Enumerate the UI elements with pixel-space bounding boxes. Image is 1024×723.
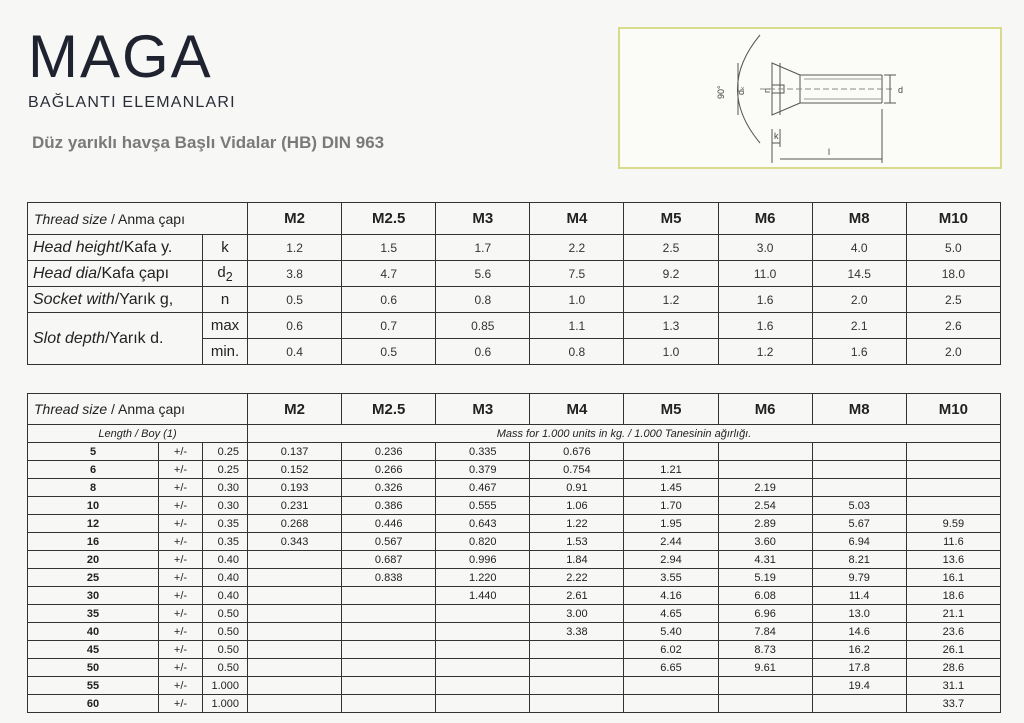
length-value: 55 <box>28 677 159 695</box>
mass-value: 8.21 <box>812 551 906 569</box>
mass-value <box>624 695 718 713</box>
tolerance-sign: +/- <box>159 587 203 605</box>
mass-value: 0.326 <box>342 479 436 497</box>
dimension-value: 4.7 <box>342 261 436 287</box>
mass-value: 4.65 <box>624 605 718 623</box>
mass-size-header-cell: M5 <box>624 394 718 425</box>
mass-value <box>906 443 1000 461</box>
length-label: Length / Boy (1) <box>28 425 248 443</box>
mass-value: 0.687 <box>342 551 436 569</box>
mass-value <box>812 695 906 713</box>
mass-value: 13.6 <box>906 551 1000 569</box>
mass-value <box>248 623 342 641</box>
slot-max-value: 0.85 <box>436 313 530 339</box>
property-label <box>28 235 203 261</box>
mass-value: 1.53 <box>530 533 624 551</box>
length-value: 16 <box>28 533 159 551</box>
mass-value: 2.44 <box>624 533 718 551</box>
symbol-cell <box>203 287 248 313</box>
size-header-cell: M6 <box>718 203 812 235</box>
dims-row <box>28 261 1001 287</box>
mass-thread-size-label: Thread size <box>34 401 108 417</box>
tolerance-value: 0.50 <box>203 605 248 623</box>
dimension-value: 11.0 <box>718 261 812 287</box>
mass-value: 9.79 <box>812 569 906 587</box>
mass-size-header-cell: M10 <box>906 394 1000 425</box>
tolerance-sign: +/- <box>159 641 203 659</box>
mass-value: 0.137 <box>248 443 342 461</box>
dk-label: dₖ <box>736 86 746 95</box>
mass-value: 0.193 <box>248 479 342 497</box>
mass-size-header-cell: M3 <box>436 394 530 425</box>
mass-value <box>530 695 624 713</box>
mass-value: 5.67 <box>812 515 906 533</box>
property-tr: /Yarık g, <box>114 290 174 308</box>
mass-value: 3.38 <box>530 623 624 641</box>
size-header-cell: M2.5 <box>342 203 436 235</box>
mass-value: 5.19 <box>718 569 812 587</box>
tolerance-value: 0.50 <box>203 623 248 641</box>
dimensions-table <box>27 202 1001 365</box>
length-value: 45 <box>28 641 159 659</box>
mass-value <box>436 659 530 677</box>
mass-value: 1.21 <box>624 461 718 479</box>
slot-max-row <box>28 313 1001 339</box>
mass-row <box>28 551 1001 569</box>
mass-value: 0.343 <box>248 533 342 551</box>
dims-header-row <box>28 203 1001 235</box>
mass-value <box>718 461 812 479</box>
property-en: Head height <box>33 238 120 256</box>
dimension-value: 3.0 <box>718 235 812 261</box>
mass-value: 0.676 <box>530 443 624 461</box>
mass-size-header-cell: M6 <box>718 394 812 425</box>
dimension-value: 1.6 <box>718 287 812 313</box>
mass-value: 8.73 <box>718 641 812 659</box>
tolerance-sign: +/- <box>159 695 203 713</box>
tolerance-value: 0.30 <box>203 479 248 497</box>
mass-value: 16.1 <box>906 569 1000 587</box>
mass-row <box>28 695 1001 713</box>
tolerance-value: 0.35 <box>203 515 248 533</box>
mass-row <box>28 677 1001 695</box>
property-label <box>28 261 203 287</box>
tolerance-value: 0.50 <box>203 641 248 659</box>
slot-min-value: 0.6 <box>436 339 530 365</box>
mass-row <box>28 569 1001 587</box>
length-value: 5 <box>28 443 159 461</box>
mass-row <box>28 515 1001 533</box>
screw-drawing-svg <box>620 29 1004 171</box>
mass-value: 17.8 <box>812 659 906 677</box>
brand-name: MAGA <box>28 23 213 90</box>
mass-value <box>624 443 718 461</box>
slot-min-value: 1.2 <box>718 339 812 365</box>
tolerance-sign: +/- <box>159 605 203 623</box>
tolerance-value: 0.40 <box>203 587 248 605</box>
dimension-value: 5.6 <box>436 261 530 287</box>
mass-value: 0.754 <box>530 461 624 479</box>
mass-value <box>342 623 436 641</box>
mass-value: 5.40 <box>624 623 718 641</box>
tolerance-value: 0.30 <box>203 497 248 515</box>
mass-size-header-cell: M4 <box>530 394 624 425</box>
dimension-value: 2.5 <box>906 287 1000 313</box>
dimension-value: 1.2 <box>248 235 342 261</box>
mass-row <box>28 587 1001 605</box>
mass-value: 6.96 <box>718 605 812 623</box>
mass-value <box>342 695 436 713</box>
dimension-value: 7.5 <box>530 261 624 287</box>
length-value: 60 <box>28 695 159 713</box>
slot-depth-label <box>28 313 203 365</box>
mass-row <box>28 659 1001 677</box>
dimension-value: 0.6 <box>342 287 436 313</box>
length-value: 35 <box>28 605 159 623</box>
mass-value <box>530 677 624 695</box>
slot-min-value: 2.0 <box>906 339 1000 365</box>
dims-row <box>28 235 1001 261</box>
mass-value <box>342 659 436 677</box>
mass-size-header-cell: M8 <box>812 394 906 425</box>
slot-max-value: 1.1 <box>530 313 624 339</box>
slot-min-value: 1.0 <box>624 339 718 365</box>
mass-value: 19.4 <box>812 677 906 695</box>
mass-value: 3.00 <box>530 605 624 623</box>
mass-value: 3.55 <box>624 569 718 587</box>
symbol-cell: $d_2$ <box>203 261 248 287</box>
mass-value: 0.467 <box>436 479 530 497</box>
slot-max-value: 2.6 <box>906 313 1000 339</box>
thread-size-sub-label: / Anma çapı <box>111 210 185 227</box>
mass-value: 13.0 <box>812 605 906 623</box>
mass-value: 1.70 <box>624 497 718 515</box>
mass-value: 1.45 <box>624 479 718 497</box>
mass-value: 3.60 <box>718 533 812 551</box>
symbol-text: n <box>220 291 230 308</box>
dimension-value: 4.0 <box>812 235 906 261</box>
mass-value: 0.379 <box>436 461 530 479</box>
length-value: 12 <box>28 515 159 533</box>
property-label <box>28 287 203 313</box>
mass-value <box>342 587 436 605</box>
mass-value <box>248 641 342 659</box>
mass-value: 0.555 <box>436 497 530 515</box>
mass-value: 1.440 <box>436 587 530 605</box>
mass-value: 28.6 <box>906 659 1000 677</box>
size-header-cell: M5 <box>624 203 718 235</box>
size-header-cell: M2 <box>248 203 342 235</box>
mass-value <box>248 605 342 623</box>
tolerance-sign: +/- <box>159 461 203 479</box>
d-label: d <box>898 85 904 95</box>
mass-value <box>812 479 906 497</box>
slot-min-value: 0.5 <box>342 339 436 365</box>
mass-value: 9.59 <box>906 515 1000 533</box>
mass-size-header-cell: M2 <box>248 394 342 425</box>
dimension-value: 18.0 <box>906 261 1000 287</box>
tolerance-value: 0.35 <box>203 533 248 551</box>
mass-value <box>812 461 906 479</box>
slot-min-value: 0.4 <box>248 339 342 365</box>
mass-value: 0.268 <box>248 515 342 533</box>
mass-value <box>248 695 342 713</box>
min-symbol: min. <box>203 339 248 365</box>
property-tr: /Kafa y. <box>119 238 173 256</box>
property-tr: /Kafa çapı <box>97 264 170 282</box>
mass-value: 2.94 <box>624 551 718 569</box>
slot-depth-tr: /Yarık d. <box>105 329 164 347</box>
length-value: 6 <box>28 461 159 479</box>
mass-value: 2.19 <box>718 479 812 497</box>
mass-row <box>28 533 1001 551</box>
mass-row <box>28 497 1001 515</box>
mass-size-header-cell: M2.5 <box>342 394 436 425</box>
mass-row <box>28 641 1001 659</box>
slot-min-value: 1.6 <box>812 339 906 365</box>
dimension-value: 1.5 <box>342 235 436 261</box>
length-value: 8 <box>28 479 159 497</box>
mass-value: 1.22 <box>530 515 624 533</box>
max-symbol: max <box>203 313 248 339</box>
mass-value: 11.6 <box>906 533 1000 551</box>
mass-value <box>342 677 436 695</box>
tolerance-value: 0.40 <box>203 551 248 569</box>
mass-value: 1.84 <box>530 551 624 569</box>
dimension-value: 2.0 <box>812 287 906 313</box>
tolerance-value: 0.25 <box>203 461 248 479</box>
mass-value: 21.1 <box>906 605 1000 623</box>
slot-max-value: 2.1 <box>812 313 906 339</box>
mass-value: 0.91 <box>530 479 624 497</box>
mass-value: 2.54 <box>718 497 812 515</box>
mass-thread-size-header <box>28 394 248 425</box>
mass-value: 1.06 <box>530 497 624 515</box>
dimension-value: 2.2 <box>530 235 624 261</box>
mass-value: 23.6 <box>906 623 1000 641</box>
technical-drawing <box>618 27 1002 169</box>
mass-value: 31.1 <box>906 677 1000 695</box>
length-value: 30 <box>28 587 159 605</box>
slot-max-value: 1.6 <box>718 313 812 339</box>
tolerance-value: 0.25 <box>203 443 248 461</box>
mass-value: 0.386 <box>342 497 436 515</box>
angle-label: 90° <box>716 85 726 99</box>
tolerance-value: 0.50 <box>203 659 248 677</box>
length-value: 10 <box>28 497 159 515</box>
mass-value <box>436 677 530 695</box>
mass-value <box>530 659 624 677</box>
mass-value <box>248 569 342 587</box>
dimension-value: 0.8 <box>436 287 530 313</box>
size-header-cell: M4 <box>530 203 624 235</box>
tolerance-sign: +/- <box>159 479 203 497</box>
mass-value: 2.89 <box>718 515 812 533</box>
mass-subheader-row <box>28 425 1001 443</box>
property-en: Socket with <box>33 290 115 308</box>
size-header-cell: M3 <box>436 203 530 235</box>
mass-value <box>624 677 718 695</box>
mass-value <box>718 695 812 713</box>
mass-value: 0.446 <box>342 515 436 533</box>
mass-value <box>718 677 812 695</box>
tolerance-sign: +/- <box>159 623 203 641</box>
mass-value: 4.31 <box>718 551 812 569</box>
mass-value <box>718 443 812 461</box>
length-value: 50 <box>28 659 159 677</box>
mass-value <box>436 641 530 659</box>
mass-value: 0.820 <box>436 533 530 551</box>
mass-value: 2.22 <box>530 569 624 587</box>
length-value: 20 <box>28 551 159 569</box>
dims-row <box>28 287 1001 313</box>
thread-size-label: Thread size <box>34 210 108 227</box>
slot-max-value: 0.6 <box>248 313 342 339</box>
mass-row <box>28 605 1001 623</box>
slot-min-value: 0.8 <box>530 339 624 365</box>
dimension-value: 14.5 <box>812 261 906 287</box>
k-label: k <box>774 131 779 141</box>
slot-depth-en: Slot depth <box>33 329 106 347</box>
mass-value <box>248 659 342 677</box>
mass-value: 0.838 <box>342 569 436 587</box>
mass-value: 0.231 <box>248 497 342 515</box>
tolerance-sign: +/- <box>159 659 203 677</box>
dimension-value: 2.5 <box>624 235 718 261</box>
mass-value: 6.02 <box>624 641 718 659</box>
mass-value: 0.266 <box>342 461 436 479</box>
mass-row <box>28 479 1001 497</box>
size-header-cell: M8 <box>812 203 906 235</box>
mass-value: 7.84 <box>718 623 812 641</box>
size-header-cell: M10 <box>906 203 1000 235</box>
mass-label: Mass for 1.000 units in kg. / 1.000 Tanesinin ağırlığı. <box>248 425 1001 443</box>
mass-value: 16.2 <box>812 641 906 659</box>
mass-value: 11.4 <box>812 587 906 605</box>
mass-value <box>812 443 906 461</box>
document-title: Düz yarıklı havşa Başlı Vidalar (HB) DIN 963 <box>32 133 385 152</box>
mass-value <box>906 479 1000 497</box>
tolerance-value: 0.40 <box>203 569 248 587</box>
mass-value: 6.94 <box>812 533 906 551</box>
mass-value: 33.7 <box>906 695 1000 713</box>
mass-row <box>28 461 1001 479</box>
brand-tagline: BAĞLANTI ELEMANLARI <box>28 94 236 111</box>
slot-max-value: 1.3 <box>624 313 718 339</box>
tolerance-sign: +/- <box>159 569 203 587</box>
mass-value <box>248 677 342 695</box>
mass-value <box>436 605 530 623</box>
tolerance-value: 1.000 <box>203 677 248 695</box>
l-label: l <box>828 147 830 157</box>
tolerance-sign: +/- <box>159 515 203 533</box>
mass-value <box>436 623 530 641</box>
symbol-cell <box>203 235 248 261</box>
dimension-value: 1.0 <box>530 287 624 313</box>
mass-value: 6.65 <box>624 659 718 677</box>
n-label: n <box>762 87 772 93</box>
mass-value: 5.03 <box>812 497 906 515</box>
slot-max-value: 0.7 <box>342 313 436 339</box>
mass-value: 0.643 <box>436 515 530 533</box>
mass-value: 0.236 <box>342 443 436 461</box>
mass-value: 0.996 <box>436 551 530 569</box>
tolerance-sign: +/- <box>159 533 203 551</box>
mass-value <box>248 587 342 605</box>
mass-table <box>27 393 1001 713</box>
mass-value: 6.08 <box>718 587 812 605</box>
mass-value <box>342 641 436 659</box>
mass-value: 1.95 <box>624 515 718 533</box>
mass-value: 0.567 <box>342 533 436 551</box>
dimension-value: 5.0 <box>906 235 1000 261</box>
mass-value <box>530 641 624 659</box>
mass-value: 9.61 <box>718 659 812 677</box>
mass-value <box>248 551 342 569</box>
mass-row <box>28 443 1001 461</box>
dimension-value: 1.7 <box>436 235 530 261</box>
dimension-value: 3.8 <box>248 261 342 287</box>
dimension-value: 0.5 <box>248 287 342 313</box>
mass-value <box>342 605 436 623</box>
mass-value: 1.220 <box>436 569 530 587</box>
mass-value <box>906 497 1000 515</box>
length-value: 40 <box>28 623 159 641</box>
dimension-value: 1.2 <box>624 287 718 313</box>
tolerance-sign: +/- <box>159 551 203 569</box>
mass-value: 14.6 <box>812 623 906 641</box>
symbol-subscript: 2 <box>225 269 233 284</box>
mass-value: 2.61 <box>530 587 624 605</box>
property-en: Head dia <box>33 264 98 282</box>
mass-value: 0.335 <box>436 443 530 461</box>
mass-row <box>28 623 1001 641</box>
tolerance-sign: +/- <box>159 443 203 461</box>
brand-logo <box>28 23 236 112</box>
mass-value <box>906 461 1000 479</box>
mass-value <box>436 695 530 713</box>
length-value: 25 <box>28 569 159 587</box>
tolerance-sign: +/- <box>159 677 203 695</box>
thread-size-header <box>28 203 248 235</box>
mass-value: 26.1 <box>906 641 1000 659</box>
tolerance-sign: +/- <box>159 497 203 515</box>
symbol-text: k <box>221 239 229 256</box>
dimension-value: 9.2 <box>624 261 718 287</box>
mass-value: 4.16 <box>624 587 718 605</box>
tolerance-value: 1.000 <box>203 695 248 713</box>
mass-header-row <box>28 394 1001 425</box>
mass-thread-size-sub-label: / Anma çapı <box>111 401 185 417</box>
mass-value: 0.152 <box>248 461 342 479</box>
mass-value: 18.6 <box>906 587 1000 605</box>
